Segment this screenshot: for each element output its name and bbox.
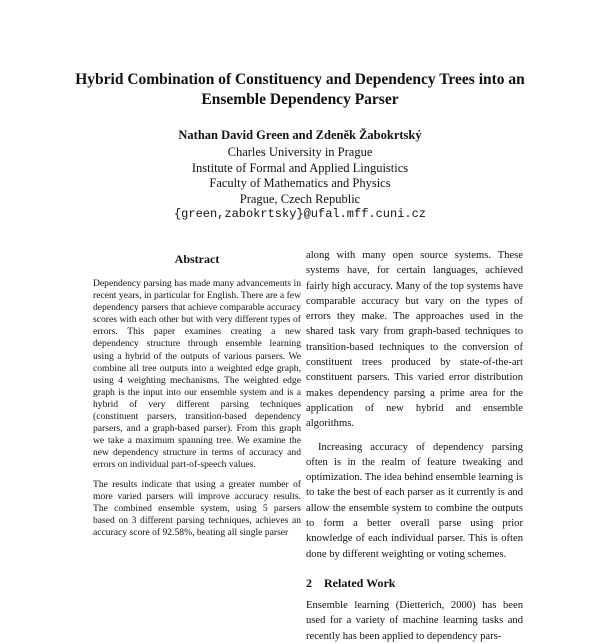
left-column [93,252,301,539]
abstract-heading: Abstract [174,252,220,266]
right-column [306,248,523,644]
affiliation-line: Faculty of Mathematics and Physics [209,176,391,190]
affiliation-line: Prague, Czech Republic [239,191,361,206]
affiliation-line: Institute of Formal and Applied Linguistics [191,160,409,175]
body-paragraph: Ensemble learning (Dietterich, 2000) has been used for a variety of machine learning tasks and recently has been applied to dependency pars- [306,599,523,642]
authors: Nathan David Green and Zdeněk Žabokrtský [178,128,422,142]
title-line-2: Ensemble Dependency Parser [201,91,399,108]
body-paragraph: along with many open source systems. These systems have, for certain languages, achieved fairly high accuracy. Many of the top systems have comparable accuracy but vary on the types of errors they make. The approaches used in the shared task vary from graph-based techniques to transition-based techniques to the conversion of constituent trees produced by state-of-the-art constituent parsers. This varied error distribution makes dependency parsing a prime area for the application of new hybrid and ensemble algorithms. [306,250,523,430]
author-email: {green,zabokrtsky}@ufal.mff.cuni.cz [173,207,427,221]
affiliation-line: Charles University in Prague [227,145,373,159]
paper-title [40,70,560,110]
abstract-paragraph: Dependency parsing has made many advancements in recent years, in particular for English. There are a few dependency parsers that achieve comparable accuracy scores with each other but with very different types of errors. This paper examines creating a new dependency structure through ensemble learning using a hybrid of the outputs of various parsers. We combine all tree outputs into a weighted edge graph, using 4 weighting mechanisms. The weighted edge graph is the input into our ensemble system and is a hybrid of very different parsing techniques (constituent parsers, transition-based dependency parsers, and a graph-based parser). From this graph we take a maximum spanning tree. We examine the new dependency structure in terms of accuracy and errors on individual part-of-speech values. [93,278,301,471]
section-number: 2 [306,575,312,590]
abstract-paragraph: The results indicate that using a greater number of more varied parsers will improve accuracy results. The combined ensemble system, using 5 parsers based on 3 different parsing techniques, achieves an accuracy score of 92.58%, beating all single parser [93,478,301,538]
section-title: Related Work [324,575,396,590]
section-heading-related-work [306,576,523,590]
title-line-1: Hybrid Combination of Constituency and Dependency Trees into an [75,71,525,88]
affiliation-block [40,145,560,223]
body-paragraph: Increasing accuracy of dependency parsing often is in the realm of feature tweaking and optimization. The idea behind ensemble learning is to take the best of each parser as it currently is and allow the ensemble system to combine the outputs to form a better overall parse using prior knowledge of each individual parser. This is often done by different weighting or voting schemes. [306,441,523,560]
